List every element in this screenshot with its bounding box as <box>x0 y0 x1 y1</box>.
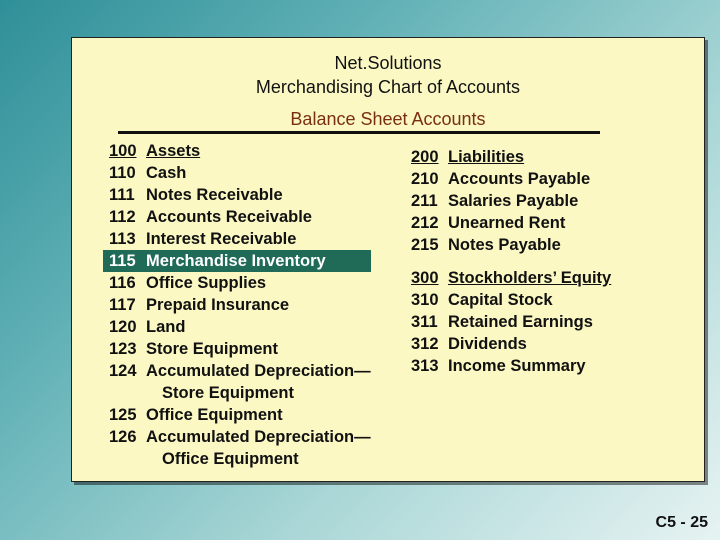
account-name: Salaries Payable <box>448 192 579 210</box>
account-number: 113 <box>109 230 136 248</box>
account-name: Store Equipment <box>146 340 279 358</box>
account-number: 312 <box>411 335 439 353</box>
company-title: Net.Solutions <box>334 53 442 73</box>
account-number: 212 <box>411 214 439 232</box>
account-number: 126 <box>109 428 137 446</box>
account-number: 200 <box>411 148 439 166</box>
account-name: Accounts Receivable <box>146 208 312 226</box>
account-number: 310 <box>411 291 439 309</box>
account-number: 116 <box>109 274 136 292</box>
account-name: Office Supplies <box>146 274 267 292</box>
assets-list <box>109 140 409 470</box>
account-row-126 <box>109 426 409 448</box>
account-name: Notes Receivable <box>146 186 283 204</box>
account-number: 211 <box>411 192 438 210</box>
account-row-313 <box>411 355 691 377</box>
liabilities-equity-list <box>411 146 691 377</box>
account-number: 120 <box>109 318 137 336</box>
account-name: Accounts Payable <box>448 170 591 188</box>
account-row-212 <box>411 212 691 234</box>
account-name: Retained Earnings <box>448 313 593 331</box>
account-name: Liabilities <box>448 148 525 166</box>
account-number: 300 <box>411 269 439 287</box>
account-number: 313 <box>411 357 439 375</box>
account-row-311 <box>411 311 691 333</box>
account-row-112 <box>109 206 409 228</box>
account-name: Prepaid Insurance <box>146 296 290 314</box>
account-name: Merchandise Inventory <box>146 252 326 270</box>
account-row-310 <box>411 289 691 311</box>
account-number: 100 <box>109 142 137 160</box>
account-row-215 <box>411 234 691 256</box>
account-row-211 <box>411 190 691 212</box>
account-name: Accumulated Depreciation— <box>146 428 371 446</box>
account-row-100 <box>109 140 409 162</box>
account-name: Notes Payable <box>448 236 561 254</box>
account-name: Office Equipment <box>146 406 283 424</box>
account-number: 117 <box>109 296 136 314</box>
account-row-120 <box>109 316 409 338</box>
account-name-continuation: Store Equipment <box>162 384 295 402</box>
account-row-123 <box>109 338 409 360</box>
account-number: 123 <box>109 340 137 358</box>
account-name: Dividends <box>448 335 527 353</box>
account-row-113 <box>109 228 409 250</box>
account-name: Land <box>146 318 186 336</box>
account-name: Accumulated Depreciation— <box>146 362 371 380</box>
account-name-continuation: Office Equipment <box>162 450 299 468</box>
account-name: Stockholders’ Equity <box>448 269 612 287</box>
account-number: 115 <box>109 252 136 270</box>
account-row-117 <box>109 294 409 316</box>
list-spacer <box>411 256 691 267</box>
account-number: 111 <box>109 186 135 204</box>
account-row-124 <box>109 360 409 382</box>
account-name: Income Summary <box>448 357 586 375</box>
account-row-116 <box>109 272 409 294</box>
chart-title: Merchandising Chart of Accounts <box>255 77 521 97</box>
account-number: 125 <box>109 406 137 424</box>
account-name: Cash <box>146 164 187 182</box>
chart-of-accounts-panel <box>71 37 705 482</box>
account-number: 215 <box>411 236 439 254</box>
account-row-312 <box>411 333 691 355</box>
account-row-126-continuation <box>109 448 409 470</box>
account-name: Capital Stock <box>448 291 553 309</box>
account-row-111 <box>109 184 409 206</box>
section-title: Balance Sheet Accounts <box>290 109 486 129</box>
slide-number: C5 - 25 <box>655 514 708 531</box>
account-number: 110 <box>109 164 136 182</box>
account-name: Interest Receivable <box>146 230 297 248</box>
account-number: 311 <box>411 313 438 331</box>
account-row-300 <box>411 267 691 289</box>
account-number: 124 <box>109 362 137 380</box>
account-row-200 <box>411 146 691 168</box>
account-name: Assets <box>146 142 201 160</box>
account-row-125 <box>109 404 409 426</box>
account-row-210 <box>411 168 691 190</box>
account-row-115-highlighted <box>103 250 371 272</box>
section-divider <box>118 131 600 134</box>
account-row-124-continuation <box>109 382 409 404</box>
account-row-110 <box>109 162 409 184</box>
account-number: 112 <box>109 208 136 226</box>
account-number: 210 <box>411 170 439 188</box>
account-name: Unearned Rent <box>448 214 566 232</box>
